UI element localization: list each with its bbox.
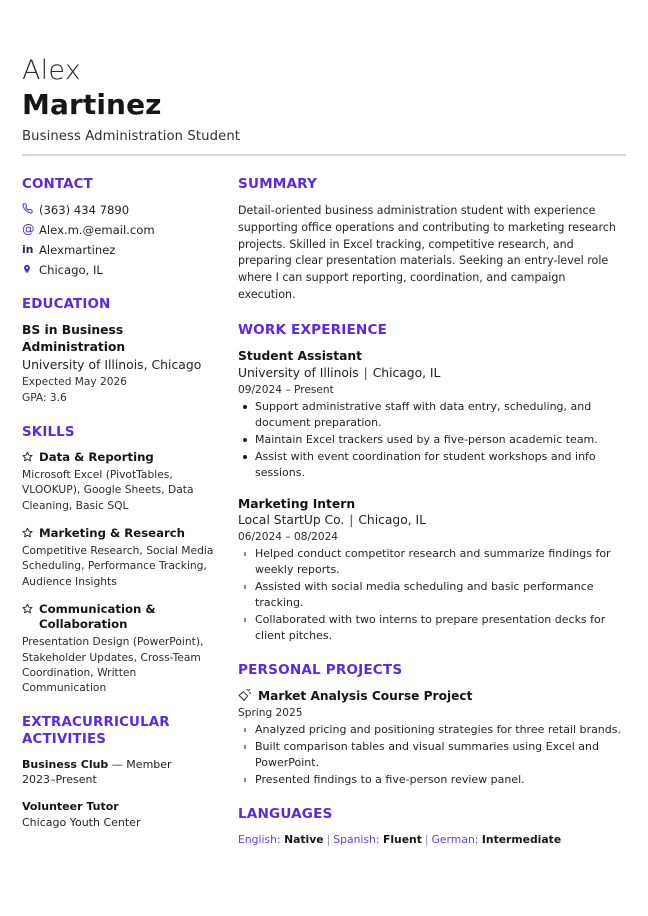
project-header xyxy=(238,688,626,705)
job-bullet: Assisted with social media scheduling and basic performance tracking. xyxy=(238,579,626,611)
work-experience-section xyxy=(238,322,626,644)
extracurricular-item-title xyxy=(22,757,222,773)
left-column xyxy=(22,176,222,848)
skill-group xyxy=(22,450,222,513)
star-icon xyxy=(22,527,39,538)
resume-body xyxy=(22,176,626,866)
skill-group-body: Presentation Design (PowerPoint), Stakeholder Updates, Cross-Team Coordination, Written Communication xyxy=(22,635,204,695)
job-dates: 06/2024 – 08/2024 xyxy=(238,530,339,543)
contact-item-location[interactable] xyxy=(22,263,222,278)
contact-heading: CONTACT xyxy=(22,177,93,193)
project-bullet-list xyxy=(238,722,626,788)
language-separator: | xyxy=(326,833,331,847)
last-name: Martinez xyxy=(22,88,162,122)
extracurricular-item-name: Business Club xyxy=(22,757,109,771)
contact-item-email[interactable] xyxy=(22,220,222,238)
work-experience-heading: WORK EXPERIENCE xyxy=(238,321,388,338)
job-title: Marketing Intern xyxy=(238,496,356,511)
project-date: Spring 2025 xyxy=(238,706,303,719)
education-degree: BS in Business Administration xyxy=(22,322,126,354)
job-location: Chicago, IL xyxy=(358,513,427,528)
job-bullet: Collaborated with two interns to prepare presentation decks for client pitches. xyxy=(238,612,626,644)
education-heading: EDUCATION xyxy=(22,296,111,312)
language-name: Spanish: xyxy=(333,833,380,847)
extracurricular-item xyxy=(22,799,222,830)
language-level: Native xyxy=(284,833,324,847)
project-title: Market Analysis Course Project xyxy=(258,689,473,704)
project-entry xyxy=(238,688,626,788)
star-icon xyxy=(22,603,39,614)
resume-header xyxy=(22,56,626,156)
job-bullet-list xyxy=(238,399,626,481)
skill-group-body: Microsoft Excel (PivotTables, VLOOKUP), Google Sheets, Data Cleaning, Basic SQL xyxy=(22,467,194,512)
extracurricular-section xyxy=(22,714,222,831)
job-entry xyxy=(238,348,626,480)
education-gpa: GPA: 3.6 xyxy=(22,391,67,404)
project-bullet: Presented findings to a five-person review panel. xyxy=(238,772,626,788)
job-separator: | xyxy=(345,513,358,528)
languages-line xyxy=(238,832,626,848)
job-bullet-list xyxy=(238,546,626,644)
contact-item-linkedin[interactable] xyxy=(22,243,222,258)
megaphone-icon xyxy=(238,689,258,702)
linkedin-icon: in xyxy=(22,242,34,256)
location-icon xyxy=(22,263,39,275)
project-bullet: Built comparison tables and visual summaries using Excel and PowerPoint. xyxy=(238,739,626,771)
personal-projects-section xyxy=(238,662,626,788)
extracurricular-item-title xyxy=(22,799,222,815)
education-section xyxy=(22,296,222,406)
contact-location-value: Chicago, IL xyxy=(39,262,103,277)
language-level: Intermediate xyxy=(481,833,562,847)
job-organization: Local StartUp Co. xyxy=(238,513,345,528)
summary-heading: SUMMARY xyxy=(238,176,318,193)
education-school: University of Illinois, Chicago xyxy=(22,357,202,373)
contact-section xyxy=(22,176,222,277)
job-entry xyxy=(238,496,626,644)
extracurricular-heading: EXTRACURRICULAR ACTIVITIES xyxy=(22,714,170,747)
job-organization-line xyxy=(238,512,626,529)
job-bullet: Support administrative staff with data entry, scheduling, and document preparation. xyxy=(238,399,626,431)
headline-job-title: Business Administration Student xyxy=(22,129,241,145)
summary-text: Detail-oriented business administration student with experience supporting office operations and contributing to marketing research projects. Skilled in Excel tracking, competitive research, and preparing clear presentation materials. Seeking an entry-level role where I can support reporting, coordination, and campaign execution. xyxy=(238,203,616,302)
job-organization: University of Illinois xyxy=(238,366,359,381)
skills-section xyxy=(22,424,222,696)
skill-group-header xyxy=(22,526,222,541)
skill-group-name: Communication & Collaboration xyxy=(39,601,156,632)
star-icon xyxy=(22,451,39,462)
languages-heading: LANGUAGES xyxy=(238,805,333,822)
project-bullet: Analyzed pricing and positioning strategies for three retail brands. xyxy=(238,722,626,738)
personal-projects-heading: PERSONAL PROJECTS xyxy=(238,661,403,678)
header-divider xyxy=(22,154,626,156)
extracurricular-item xyxy=(22,757,222,788)
contact-phone-value: (363) 434 7890 xyxy=(39,202,130,217)
right-column xyxy=(238,176,626,866)
job-bullet: Maintain Excel trackers used by a five-person academic team. xyxy=(238,432,626,448)
language-name: German: xyxy=(431,833,479,847)
job-location: Chicago, IL xyxy=(372,366,441,381)
job-separator: | xyxy=(359,366,372,381)
skill-group-header xyxy=(22,602,222,632)
skill-group-name: Marketing & Research xyxy=(39,525,185,540)
skill-group xyxy=(22,602,222,696)
language-name: English: xyxy=(238,833,281,847)
job-dates: 09/2024 – Present xyxy=(238,383,334,396)
extracurricular-item-detail: 2023–Present xyxy=(22,773,97,787)
extracurricular-item-name: Volunteer Tutor xyxy=(22,800,119,814)
contact-email-value: Alex.m.@email.com xyxy=(39,222,155,237)
job-bullet: Helped conduct competitor research and summarize findings for weekly reports. xyxy=(238,546,626,578)
language-level: Fluent xyxy=(382,833,422,847)
extracurricular-item-role: — Member xyxy=(108,757,172,771)
job-bullet: Assist with event coordination for student workshops and info sessions. xyxy=(238,449,626,481)
job-title: Student Assistant xyxy=(238,349,363,364)
first-name: Alex xyxy=(22,55,81,86)
contact-linkedin-value: Alexmartinez xyxy=(39,242,116,257)
summary-section xyxy=(238,176,626,304)
extracurricular-item-detail: Chicago Youth Center xyxy=(22,815,141,829)
email-icon: @ xyxy=(22,220,35,236)
skill-group xyxy=(22,526,222,589)
languages-section xyxy=(238,806,626,849)
contact-item-phone[interactable] xyxy=(22,203,222,218)
skill-group-body: Competitive Research, Social Media Scheduling, Performance Tracking, Audience Insights xyxy=(22,544,214,588)
skills-heading: SKILLS xyxy=(22,424,75,440)
phone-icon xyxy=(22,203,39,214)
skill-group-name: Data & Reporting xyxy=(39,449,154,464)
language-separator: | xyxy=(424,833,429,847)
skill-group-header xyxy=(22,450,222,465)
job-organization-line xyxy=(238,365,626,382)
education-graduation: Expected May 2026 xyxy=(22,375,128,388)
